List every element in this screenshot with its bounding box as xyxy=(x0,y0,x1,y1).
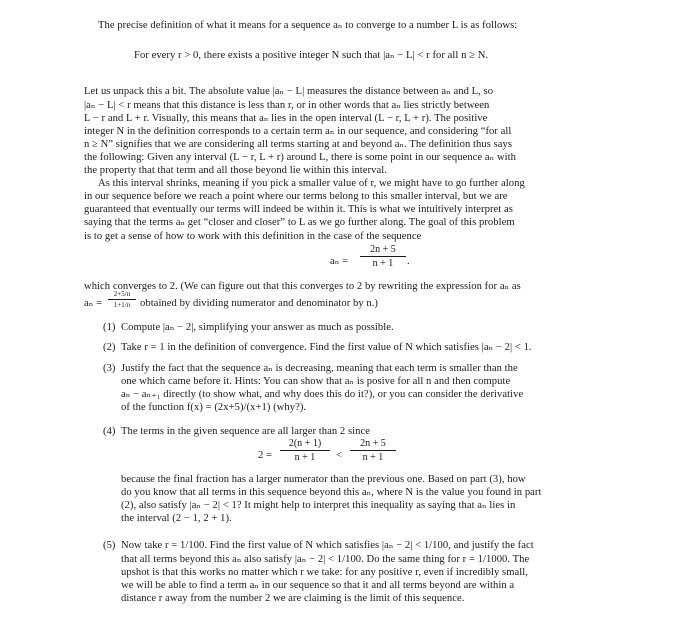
item-text: distance r away from the number 2 we are claiming is the limit of this sequence. xyxy=(121,593,465,604)
paragraph-line: obtained by dividing numerator and denominator by n.) xyxy=(140,298,379,309)
item-text: Compute |aₙ − 2|, simplifying your answer as much as possible. xyxy=(121,322,394,333)
paragraph-line: |aₙ − L| < r means that this distance is less than r, or in other words that aₙ lies strictly between xyxy=(84,100,490,111)
item-text: of the function f(x) = (2x+5)/(x+1) (why?). xyxy=(121,402,307,413)
inequality-denominator-right: n + 1 xyxy=(362,452,384,463)
rewrite-fraction xyxy=(108,290,136,309)
paragraph-line: L − r and L + r. Visually, this means that aₙ lies in the open interval (L − r, L + r). The positive xyxy=(84,113,488,124)
item-label: (5) xyxy=(103,540,116,551)
inequality-fraction-left xyxy=(280,438,330,463)
item-text: the interval (2 − 1, 2 + 1). xyxy=(121,513,232,524)
item-label: (2) xyxy=(103,342,116,353)
paragraph-line: the following: Given any interval (L − r, L + r) around L, there is some point in our sequence aₙ with xyxy=(84,152,516,163)
rewrite-numerator: 2+5/n xyxy=(113,290,131,298)
item-text: The terms in the given sequence are all larger than 2 since xyxy=(121,426,370,437)
paragraph-line: in our sequence before we reach a point where our terms belong to this smaller interval, but we are xyxy=(84,191,508,202)
rewrite-denominator: 1+1/n xyxy=(113,301,131,309)
inequality-denominator-left: n + 1 xyxy=(294,452,316,463)
paragraph-line: saying that the terms aₙ get “closer and closer” to L as we go further along. The goal of this problem xyxy=(84,217,515,228)
paragraph-line: which converges to 2. (We can figure out that this converges to 2 by rewriting the expression for aₙ as xyxy=(84,281,521,292)
paragraph-line: integer N in the definition corresponds to a certain term aₙ in our sequence, and considering “for all xyxy=(84,126,512,137)
sequence-end: . xyxy=(407,256,410,267)
sequence-numerator: 2n + 5 xyxy=(370,244,396,255)
item-text: Now take r = 1/100. Find the first value of N which satisfies |aₙ − 2| < 1/100, and justify the fact xyxy=(121,540,534,551)
inequality-fraction-right xyxy=(350,438,396,463)
item-text: Justify the fact that the sequence aₙ is decreasing, meaning that each term is smaller than the xyxy=(121,363,518,374)
inequality-numerator-right: 2n + 5 xyxy=(360,438,386,449)
item-label: (3) xyxy=(103,363,116,374)
inequality-numerator-left: 2(n + 1) xyxy=(288,438,322,449)
item-text: Take r = 1 in the definition of convergence. Find the first value of N which satisfies |aₙ − 2| < 1. xyxy=(121,342,532,353)
item-text: do you know that all terms in this sequence beyond this aₙ, where N is the value you found in part xyxy=(121,487,542,498)
rewrite-lhs: aₙ = xyxy=(84,298,103,309)
paragraph-line: Let us unpack this a bit. The absolute value |aₙ − L| measures the distance between aₙ and L, so xyxy=(84,86,494,97)
paragraph-line: the property that that term and all those beyond lie within this interval. xyxy=(84,165,387,176)
item-text: we will be able to find a term aₙ in our sequence so that it and all terms beyond are within a xyxy=(121,580,515,591)
sequence-denominator: n + 1 xyxy=(372,258,394,269)
item-text: one which came before it. Hints: You can show that aₙ is posive for all n and then compute xyxy=(121,376,511,387)
paragraph-line: is to get a sense of how to work with this definition in the case of the sequence xyxy=(84,231,422,242)
inequality-operator: < xyxy=(336,450,343,461)
intro-text: The precise definition of what it means for a sequence aₙ to converge to a number L is as follows: xyxy=(98,20,518,31)
sequence-lhs: aₙ = xyxy=(330,256,349,267)
item-text: (2), also satisfy |aₙ − 2| < 1? It might help to interpret this inequality as saying that aₙ lies in xyxy=(121,500,516,511)
paragraph-line: guaranteed that eventually our terms will indeed be within it. This is what we intuitively interpret as xyxy=(84,204,513,215)
inequality-lhs: 2 = xyxy=(258,450,273,461)
item-label: (1) xyxy=(103,322,116,333)
item-text: upshot is that this works no matter which r we take: for any positive r, even if incredibly small, xyxy=(121,567,528,578)
item-text: that all terms beyond this aₙ also satisfy |aₙ − 2| < 1/100. Do the same thing for r = 1/1000. The xyxy=(121,554,530,565)
item-label: (4) xyxy=(103,426,116,437)
paragraph-line: n ≥ N” signifies that we are considering all terms starting at and beyond aₙ. The definition thus says xyxy=(84,139,513,150)
sequence-fraction xyxy=(360,244,406,269)
item-text: because the final fraction has a larger numerator than the previous one. Based on part (3), how xyxy=(121,474,526,485)
item-text: aₙ − aₙ₊₁ directly (to show what, and why does this do it?), or you can consider the derivative xyxy=(121,389,524,400)
paragraph-line: As this interval shrinks, meaning if you pick a smaller value of r, we might have to go further along xyxy=(98,178,525,189)
definition-text: For every r > 0, there exists a positive integer N such that |aₙ − L| < r for all n ≥ N. xyxy=(134,50,489,61)
